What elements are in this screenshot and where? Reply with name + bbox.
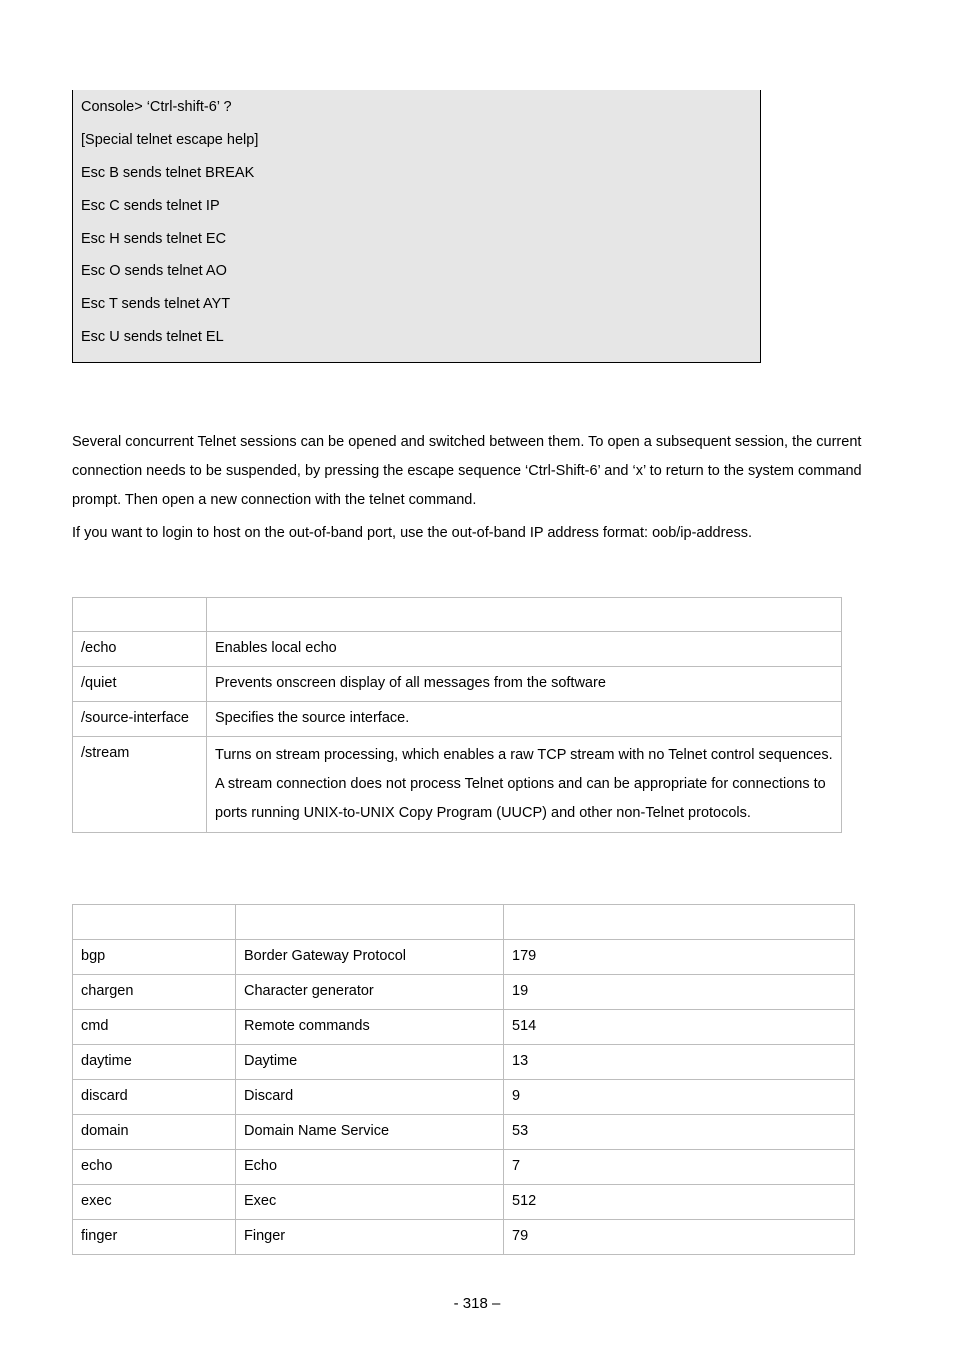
port-description: Daytime: [236, 1045, 504, 1080]
port-number: 19: [504, 975, 855, 1010]
table-row: [73, 940, 855, 975]
port-names-table: [72, 904, 855, 1255]
table-row: [73, 1150, 855, 1185]
option-description: Enables local echo: [207, 632, 842, 667]
port-description: Remote commands: [236, 1010, 504, 1045]
port-keyword: chargen: [73, 975, 236, 1010]
port-number: 514: [504, 1010, 855, 1045]
port-keyword: discard: [73, 1080, 236, 1115]
port-description: Domain Name Service: [236, 1115, 504, 1150]
option-description: Turns on stream processing, which enables a raw TCP stream with no Telnet control sequences. A stream connection does not process Telnet options and can be appropriate for connections to ports running UNIX-to-UNIX Copy Program (UUCP) and other non-Telnet protocols.: [207, 737, 842, 833]
body-paragraph-sessions: Several concurrent Telnet sessions can be opened and switched between them. To open a subsequent session, the current connection needs to be suspended, by pressing the escape sequence ‘Ctrl-Shift-6’ and ‘x’ to return to the system command prompt. Then open a new connection with the telnet command.: [72, 434, 862, 508]
port-number: 512: [504, 1185, 855, 1220]
header-cell: [73, 905, 236, 940]
port-number: 7: [504, 1150, 855, 1185]
console-line: Esc B sends telnet BREAK: [81, 165, 255, 181]
table-row: [73, 1045, 855, 1080]
port-description: Finger: [236, 1220, 504, 1255]
port-description: Discard: [236, 1080, 504, 1115]
table-row: [73, 1115, 855, 1150]
body-paragraph-oob: If you want to login to host on the out-of-band port, use the out-of-band IP address format: oob/ip-address.: [72, 525, 753, 541]
port-description: Exec: [236, 1185, 504, 1220]
table-header-row: [73, 598, 842, 632]
port-description: Echo: [236, 1150, 504, 1185]
console-line: Esc O sends telnet AO: [81, 263, 227, 279]
port-keyword: bgp: [73, 940, 236, 975]
port-number: 9: [504, 1080, 855, 1115]
console-output-box: [72, 90, 761, 363]
port-description: Border Gateway Protocol: [236, 940, 504, 975]
option-description: Specifies the source interface.: [207, 702, 842, 737]
console-line: Esc T sends telnet AYT: [81, 296, 231, 312]
header-cell: [207, 598, 842, 632]
port-keyword: daytime: [73, 1045, 236, 1080]
port-keyword: finger: [73, 1220, 236, 1255]
option-keyword: /echo: [73, 632, 207, 667]
port-number: 13: [504, 1045, 855, 1080]
table-row: [73, 1010, 855, 1045]
option-description: Prevents onscreen display of all messages from the software: [207, 667, 842, 702]
table-row: [73, 975, 855, 1010]
console-line: [Special telnet escape help]: [81, 132, 259, 148]
table-row: [73, 632, 842, 667]
console-line: Esc C sends telnet IP: [81, 198, 220, 214]
port-keyword: exec: [73, 1185, 236, 1220]
port-keyword: echo: [73, 1150, 236, 1185]
table-row: [73, 737, 842, 833]
port-description: Character generator: [236, 975, 504, 1010]
console-line: Esc U sends telnet EL: [81, 329, 224, 345]
telnet-options-table: [72, 597, 842, 833]
table-row: [73, 667, 842, 702]
table-row: [73, 702, 842, 737]
port-keyword: cmd: [73, 1010, 236, 1045]
option-keyword: /stream: [73, 737, 207, 833]
option-keyword: /source-interface: [73, 702, 207, 737]
option-keyword: /quiet: [73, 667, 207, 702]
header-cell: [73, 598, 207, 632]
port-keyword: domain: [73, 1115, 236, 1150]
table-row: [73, 1185, 855, 1220]
table-row: [73, 1080, 855, 1115]
page-number: - 318 –: [453, 1295, 501, 1312]
console-line: Console> ‘Ctrl-shift-6’ ?: [81, 99, 232, 115]
header-cell: [504, 905, 855, 940]
port-number: 179: [504, 940, 855, 975]
header-cell: [236, 905, 504, 940]
port-number: 79: [504, 1220, 855, 1255]
console-line: Esc H sends telnet EC: [81, 231, 227, 247]
port-number: 53: [504, 1115, 855, 1150]
table-row: [73, 1220, 855, 1255]
table-header-row: [73, 905, 855, 940]
